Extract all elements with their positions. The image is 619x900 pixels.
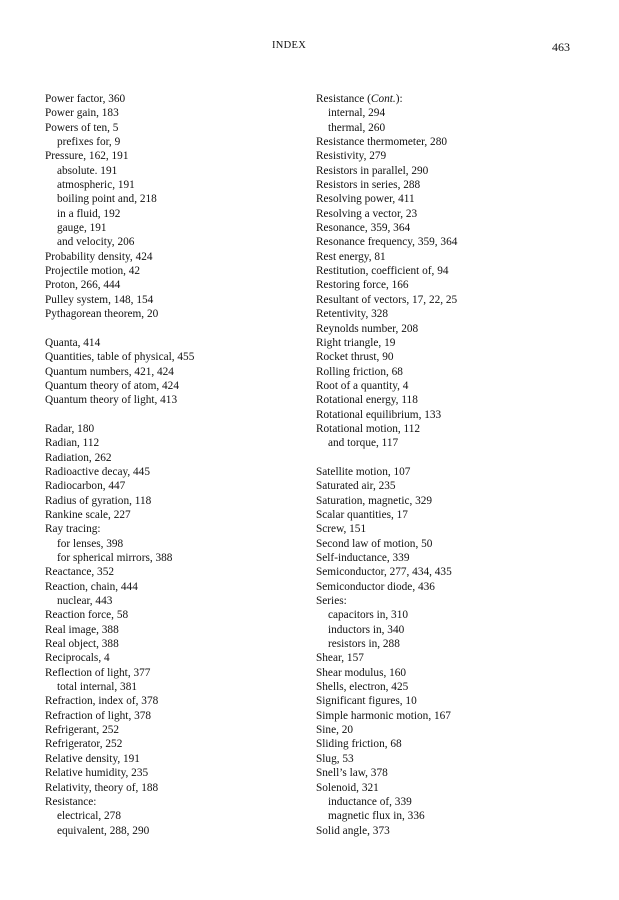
- index-subentry: absolute. 191: [57, 164, 118, 177]
- index-subentry: inductors in, 340: [328, 623, 405, 636]
- index-entry-suffix: ):: [395, 93, 403, 105]
- index-entry: Relative density, 191: [45, 752, 140, 765]
- index-subentry: atmospheric, 191: [57, 179, 135, 192]
- index-entry: Significant figures, 10: [316, 695, 417, 708]
- index-entry: Root of a quantity, 4: [316, 379, 409, 392]
- index-entry: Resonance frequency, 359, 364: [316, 236, 458, 249]
- index-subentry: and torque, 117: [328, 437, 399, 450]
- index-entry: Resonance, 359, 364: [316, 222, 411, 235]
- index-entry: Quanta, 414: [45, 336, 101, 349]
- index-entry: Rotational motion, 112: [316, 422, 421, 435]
- index-entry: Rocket thrust, 90: [316, 351, 394, 364]
- index-subentry: capacitors in, 310: [328, 609, 408, 622]
- index-entry: Retentivity, 328: [316, 308, 389, 321]
- running-head-title: INDEX: [272, 40, 307, 51]
- index-entry: Reaction force, 58: [45, 609, 129, 622]
- index-entry: Series:: [316, 595, 347, 608]
- index-entry: Quantities, table of physical, 455: [45, 351, 195, 364]
- index-entry: Screw, 151: [316, 523, 367, 536]
- index-subentry: in a fluid, 192: [57, 207, 121, 220]
- index-entry: Radar, 180: [45, 422, 95, 435]
- page-number: 463: [552, 40, 570, 54]
- index-entry: Resolving a vector, 23: [316, 207, 418, 220]
- index-entry: Refrigerator, 252: [45, 738, 123, 751]
- index-entry: Resolving power, 411: [316, 193, 415, 206]
- index-subentry: electrical, 278: [57, 810, 121, 823]
- index-entry: Rolling friction, 68: [316, 365, 403, 378]
- index-entry: Resistance thermometer, 280: [316, 136, 447, 149]
- index-entry: Powers of ten, 5: [45, 121, 119, 134]
- index-entry: Power gain, 183: [45, 107, 119, 120]
- index-entry: Radian, 112: [45, 437, 100, 450]
- index-entry: Self-inductance, 339: [316, 552, 410, 564]
- index-entry: Reflection of light, 377: [45, 666, 151, 679]
- index-entry: Restitution, coefficient of, 94: [316, 265, 449, 278]
- index-entry: Projectile motion, 42: [45, 265, 141, 278]
- index-entry: Reynolds number, 208: [316, 322, 419, 335]
- index-entry: Pressure, 162, 191: [45, 150, 129, 163]
- index-entry: Sliding friction, 68: [316, 738, 402, 751]
- index-entry: Radius of gyration, 118: [45, 494, 152, 507]
- index-subentry: thermal, 260: [328, 121, 386, 134]
- index-entry: Rankine scale, 227: [45, 508, 131, 521]
- index-entry: Snell’s law, 378: [316, 767, 388, 780]
- index-column-left: [45, 92, 310, 838]
- index-entry: Semiconductor, 277, 434, 435: [316, 566, 452, 579]
- index-entry: Quantum theory of atom, 424: [45, 379, 179, 392]
- index-subentry: total internal, 381: [57, 681, 137, 694]
- index-entry: Slug, 53: [316, 752, 354, 765]
- index-entry: Refrigerant, 252: [45, 724, 120, 737]
- index-entry: Solenoid, 321: [316, 781, 379, 794]
- letter-group-spacer: [45, 408, 310, 422]
- index-entry: Quantum theory of light, 413: [45, 394, 178, 407]
- index-entry: Relativity, theory of, 188: [45, 781, 159, 794]
- index-entry: Rotational equilibrium, 133: [316, 408, 442, 421]
- index-entry: Restoring force, 166: [316, 279, 409, 292]
- index-column-right: [316, 92, 581, 838]
- index-entry: Resultant of vectors, 17, 22, 25: [316, 293, 458, 306]
- index-entry-text: Resistance (: [316, 93, 371, 105]
- index-subentry: gauge, 191: [57, 222, 107, 235]
- index-entry: Refraction, index of, 378: [45, 695, 159, 708]
- index-entry: Saturation, magnetic, 329: [316, 494, 433, 507]
- index-entry: Rest energy, 81: [316, 250, 386, 263]
- index-entry: Shear, 157: [316, 652, 364, 665]
- index-entry: Power factor, 360: [45, 93, 126, 105]
- index-entry: Refraction of light, 378: [45, 709, 152, 722]
- index-entry: Quantum numbers, 421, 424: [45, 365, 174, 378]
- index-entry: Radioactive decay, 445: [45, 465, 150, 478]
- page-header: [0, 40, 619, 56]
- index-entry: Resistors in series, 288: [316, 179, 421, 192]
- index-subentry: internal, 294: [328, 107, 386, 120]
- index-entry: Real image, 388: [45, 623, 119, 636]
- index-entry: Real object, 388: [45, 638, 119, 651]
- index-entry: Right triangle, 19: [316, 336, 396, 349]
- index-entry: [316, 92, 581, 106]
- index-entry: Ray tracing:: [45, 523, 101, 536]
- index-entry: Shear modulus, 160: [316, 666, 407, 679]
- index-entry: Relative humidity, 235: [45, 767, 149, 780]
- index-entry-italic: Cont.: [370, 93, 396, 105]
- index-entry: Pulley system, 148, 154: [45, 293, 154, 306]
- index-subentry: for lenses, 398: [57, 537, 124, 550]
- index-entry: Resistors in parallel, 290: [316, 164, 429, 177]
- index-entry: Resistivity, 279: [316, 150, 387, 163]
- index-subentry: for spherical mirrors, 388: [57, 552, 173, 564]
- index-subentry: equivalent, 288, 290: [57, 824, 150, 837]
- index-entry: Pythagorean theorem, 20: [45, 308, 159, 321]
- index-subentry: magnetic flux in, 336: [328, 810, 425, 823]
- index-entry: Reactance, 352: [45, 566, 115, 579]
- index-entry: Semiconductor diode, 436: [316, 580, 435, 593]
- index-entry: Rotational energy, 118: [316, 394, 418, 407]
- index-entry: Resistance:: [45, 795, 97, 808]
- index-entry: Second law of motion, 50: [316, 537, 433, 550]
- index-subentry: boiling point and, 218: [57, 193, 157, 206]
- index-entry: Sine, 20: [316, 724, 354, 737]
- index-subentry: nuclear, 443: [57, 595, 113, 608]
- index-entry: Reaction, chain, 444: [45, 580, 138, 593]
- index-entry: Scalar quantities, 17: [316, 508, 408, 521]
- index-subentry: resistors in, 288: [328, 638, 400, 651]
- index-entry: Satellite motion, 107: [316, 465, 411, 478]
- index-subentry: inductance of, 339: [328, 795, 412, 808]
- letter-group-spacer: [316, 451, 581, 465]
- index-entry: Radiation, 262: [45, 451, 112, 464]
- index-entry: Simple harmonic motion, 167: [316, 709, 451, 722]
- index-entry: Solid angle, 373: [316, 824, 390, 837]
- letter-group-spacer: [45, 322, 310, 336]
- index-entry: Saturated air, 235: [316, 480, 396, 493]
- index-subentry: prefixes for, 9: [57, 136, 121, 149]
- index-entry: Proton, 266, 444: [45, 279, 121, 292]
- index-subentry: and velocity, 206: [57, 236, 135, 249]
- index-entry: Reciprocals, 4: [45, 652, 110, 665]
- index-entry: Shells, electron, 425: [316, 681, 409, 694]
- index-entry: Probability density, 424: [45, 250, 153, 263]
- index-entry: Radiocarbon, 447: [45, 480, 126, 493]
